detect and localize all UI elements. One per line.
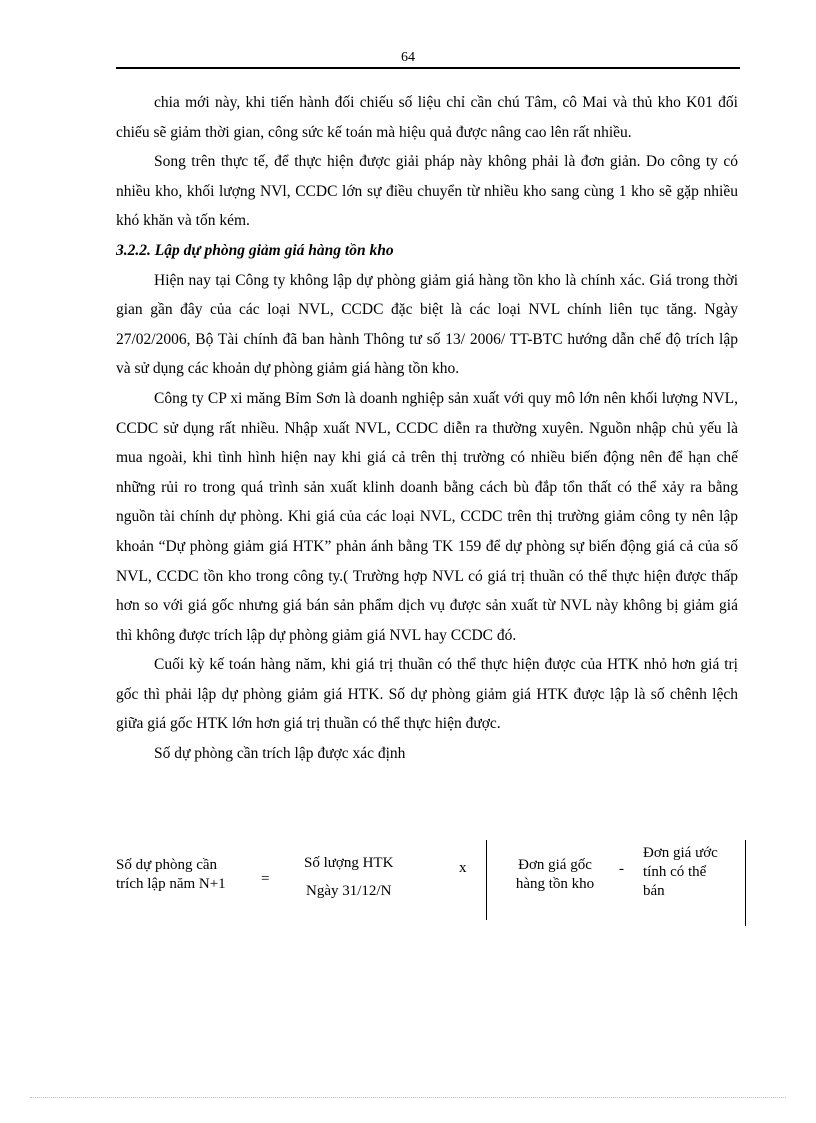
page-number: 64 — [401, 50, 415, 65]
formula-cost-line2: hàng tồn kho — [515, 876, 595, 892]
formula-cost — [507, 856, 603, 894]
formula-minus-sign: - — [619, 861, 624, 877]
formula-est-line2: tính có thể — [643, 864, 707, 880]
formula-estimated — [643, 844, 718, 901]
formula-qty-line1: Số lượng HTK — [304, 855, 394, 871]
formula-bracket-right — [745, 840, 746, 926]
formula-est-line1: Đơn giá ước — [643, 845, 718, 861]
paragraph: Hiện nay tại Công ty không lập dự phòng giảm giá hàng tồn kho là chính xác. Giá trong thời gian gần đây của các loại NVL, CCDC đặc biệt là các loại NVL chính liên tục tăng. Ngày 27/02/2006, Bộ Tài chính đã ban hành Thông tư số 13/ 2006/ TT-BTC hướng dẫn chế độ trích lập và sử dụng các khoản dự phòng giảm giá hàng tồn kho. — [116, 271, 738, 378]
paragraph: Song trên thực tế, để thực hiện được giải pháp này không phải là đơn giản. Do công ty có nhiều kho, khối lượng NVl, CCDC lớn sự điều chuyển từ nhiều kho sang cùng 1 kho sẽ gặp nhiều khó khăn và tốn kém. — [116, 153, 738, 230]
provision-formula — [0, 838, 816, 928]
formula-qty-line2: Ngày 31/12/N — [306, 883, 392, 899]
document-body — [116, 88, 738, 769]
formula-times-sign: x — [459, 860, 467, 876]
formula-lhs-line1: Số dự phòng cần — [116, 857, 218, 873]
footer-rule — [30, 1097, 786, 1098]
paragraph: chia mới này, khi tiến hành đối chiếu số liệu chỉ cần chú Tâm, cô Mai và thủ kho K01 đối chiếu sẽ giảm thời gian, công sức kế toán mà hiệu quả được nâng cao lên rất nhiều. — [116, 94, 738, 141]
formula-lhs-line2: trích lập năm N+1 — [116, 876, 226, 892]
formula-equals-sign: = — [261, 871, 270, 887]
formula-bracket-left — [486, 840, 487, 920]
section-heading: 3.2.2. Lập dự phòng giảm giá hàng tồn kho — [116, 241, 394, 259]
formula-cost-line1: Đơn giá gốc — [518, 857, 592, 873]
header-rule — [116, 67, 740, 69]
paragraph: Cuối kỳ kế toán hàng năm, khi giá trị thuần có thể thực hiện được của HTK nhỏ hơn giá trị gốc thì phải lập dự phòng giảm giá HTK. Số dự phòng giảm giá HTK được lập là số chênh lệch giữa giá gốc HTK lớn hơn giá trị thuần có thể thực hiện được. — [116, 656, 738, 733]
paragraph: Công ty CP xi măng Bỉm Sơn là doanh nghiệp sản xuất với quy mô lớn nên khối lượng NVL, CCDC sử dụng rất nhiều. Nhập xuất NVL, CCDC diễn ra thường xuyên. Nguồn nhập chủ yếu là mua ngoài, khi tình hình hiện nay khi giá cả trên thị trường có nhiều biến động nên để hạn chế những rủi ro trong quá trình sản xuất klinh doanh bằng cách bù đắp tổn thất có thể xảy ra bằng nguồn tài chính dự phòng. Khi giá của các loại NVL, CCDC trên thị trường giảm công ty nên lập khoản “Dự phòng giảm giá HTK” phản ánh bằng TK 159 để dự phòng sự biến động giá cả của số NVL, CCDC tồn kho trong công ty.( Trường hợp NVL có giá trị thuần có thể thực hiện được thấp hơn so với giá gốc nhưng giá bán sản phẩm dịch vụ được sản xuất từ NVL này không bị giảm giá thì không được trích lập dự phòng giảm giá NVL hay CCDC đó. — [116, 389, 738, 644]
formula-lhs — [116, 856, 226, 894]
formula-est-line3: bán — [643, 883, 665, 899]
paragraph: Số dự phòng cần trích lập được xác định — [154, 745, 406, 763]
